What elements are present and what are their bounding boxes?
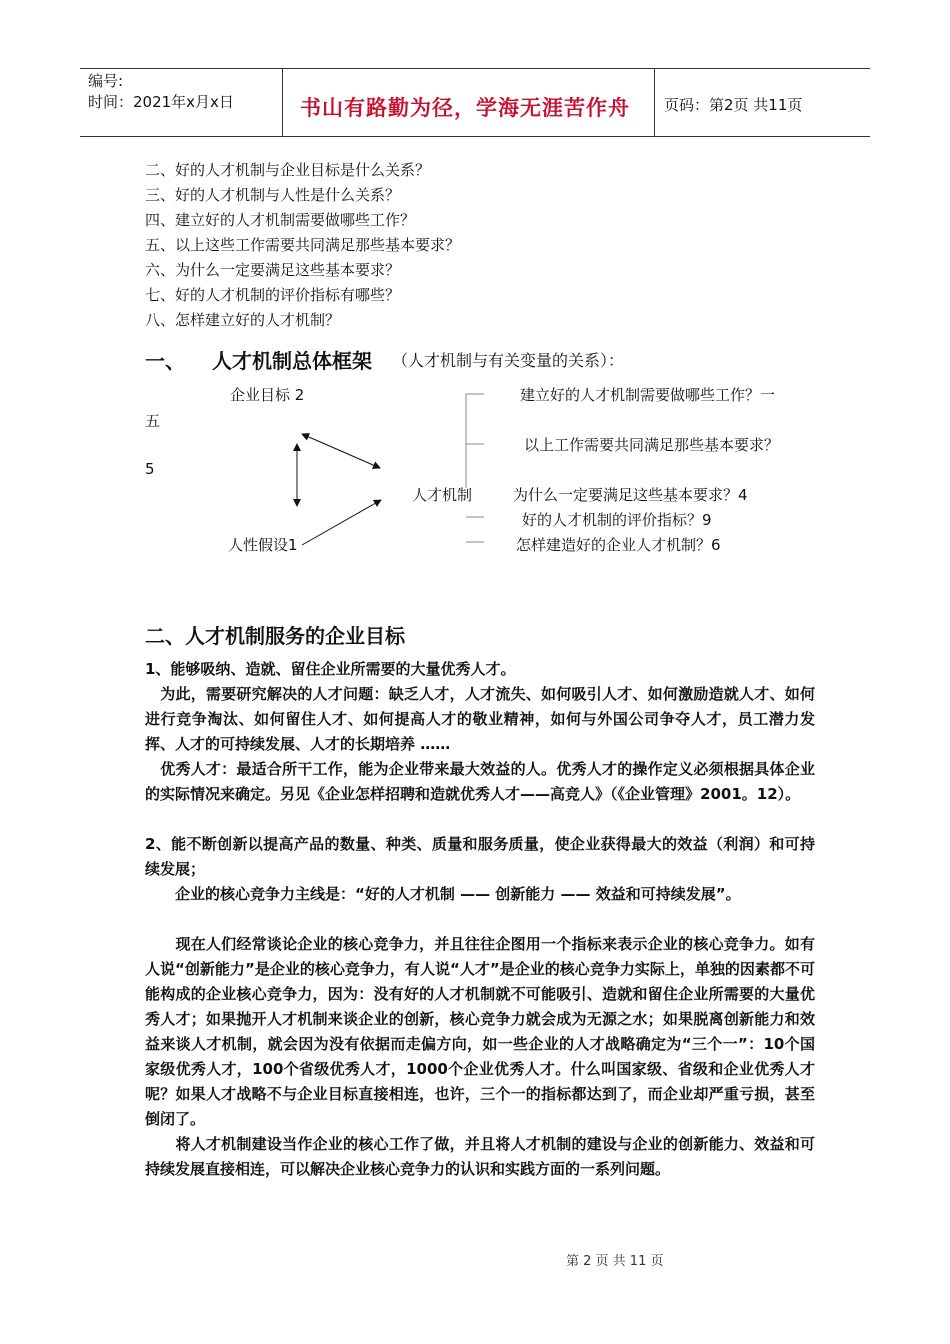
header-number-label: 编号: <box>88 72 124 90</box>
diagram-mechanism-label: 人才机制 <box>412 486 473 504</box>
diagram-goal-label: 企业目标 2 <box>230 386 305 404</box>
paragraph: 2、能不断创新以提高产品的数量、种类、质量和服务质量，使企业获得最大的效益（利润）和可持续发展； <box>145 835 815 878</box>
question-item: 六、为什么一定要满足这些基本要求？ <box>145 261 401 279</box>
diagram-arrows <box>0 0 950 600</box>
diagram-item: 建立好的人才机制需要做哪些工作？一 <box>520 386 776 404</box>
diagram-human-label: 人性假设1 <box>228 536 298 554</box>
paragraph: 优秀人才：最适合所干工作，能为企业带来最大效益的人。优秀人才的操作定义必须根据具体企业的实际情况来确定。另见《企业怎样招聘和造就优秀人才——高竞人》（《企业管理》2001。12）。 <box>145 760 815 803</box>
header-page-info: 页码：第2页 共11页 <box>664 96 803 114</box>
paragraph: 为此，需要研究解决的人才问题：缺乏人才，人才流失、如何吸引人才、如何激励造就人才、如何进行竞争淘汰、如何留住人才、如何提高人才的敬业精神，如何与外国公司争夺人才，员工潜力发挥、人才的可持续发展、人才的长期培养 …… <box>145 685 815 753</box>
section2-title: 二、人才机制服务的企业目标 <box>145 624 405 648</box>
header-time-label: 时间：2021年x月x日 <box>88 93 234 111</box>
section1-title: 人才机制总体框架 <box>212 349 372 373</box>
section1-subtitle: （人才机制与有关变量的关系）： <box>392 351 625 370</box>
question-item: 五、以上这些工作需要共同满足那些基本要求？ <box>145 236 461 254</box>
paragraph: 企业的核心竞争力主线是：“好的人才机制 —— 创新能力 —— 效益和可持续发展”。 <box>145 885 741 903</box>
diagram-five-label: 5 <box>145 460 155 478</box>
arrow-goal-to-mechanism <box>302 434 380 468</box>
diagram-item: 为什么一定要满足这些基本要求？4 <box>513 486 748 504</box>
arrow-human-to-mechanism <box>302 500 381 545</box>
diagram-wu-label: 五 <box>145 412 161 430</box>
page-footer: 第 2 页 共 11 页 <box>566 1254 664 1269</box>
question-item: 四、建立好的人才机制需要做哪些工作？ <box>145 211 416 229</box>
diagram-item: 以上工作需要共同满足那些基本要求？ <box>524 436 780 454</box>
question-item: 八、怎样建立好的人才机制？ <box>145 311 341 329</box>
header-motto: 书山有路勤为径，学海无涯苦作舟 <box>300 96 630 120</box>
paragraph: 现在人们经常谈论企业的核心竞争力，并且往往企图用一个指标来表示企业的核心竞争力。如有人说“创新能力”是企业的核心竞争力，有人说“人才”是企业的核心竞争力实际上，单独的因素都不可能构成的企业核心竞争力，因为：没有好的人才机制就不可能吸引、造就和留住企业所需要的大量优秀人才；如果抛开人才机制来谈企业的创新，核心竞争力就会成为无源之水；如果脱离创新能力和效益来谈人才机制，就会因为没有依据而走偏方向，如一些企业的人才战略确定为“三个一”：10个国家级优秀人才，100个省级优秀人才，1000个企业优秀人才。什么叫国家级、省级和企业优秀人才呢？如果人才战略不与企业目标直接相连，也许，三个一的指标都达到了，而企业却严重亏损，甚至倒闭了。 <box>145 935 815 1128</box>
question-item: 二、好的人才机制与企业目标是什么关系？ <box>145 161 431 179</box>
paragraph: 将人才机制建设当作企业的核心工作了做，并且将人才机制的建设与企业的创新能力、效益和可持续发展直接相连，可以解决企业核心竞争力的认识和实践方面的一系列问题。 <box>145 1135 815 1178</box>
section1-number: 一、 <box>145 349 185 373</box>
question-item: 七、好的人才机制的评价指标有哪些？ <box>145 286 401 304</box>
paragraph: 1、能够吸纳、造就、留住企业所需要的大量优秀人才。 <box>145 660 516 678</box>
diagram-item: 怎样建造好的企业人才机制？6 <box>516 536 721 554</box>
question-item: 三、好的人才机制与人性是什么关系？ <box>145 186 401 204</box>
diagram-item: 好的人才机制的评价指标？9 <box>522 511 712 529</box>
